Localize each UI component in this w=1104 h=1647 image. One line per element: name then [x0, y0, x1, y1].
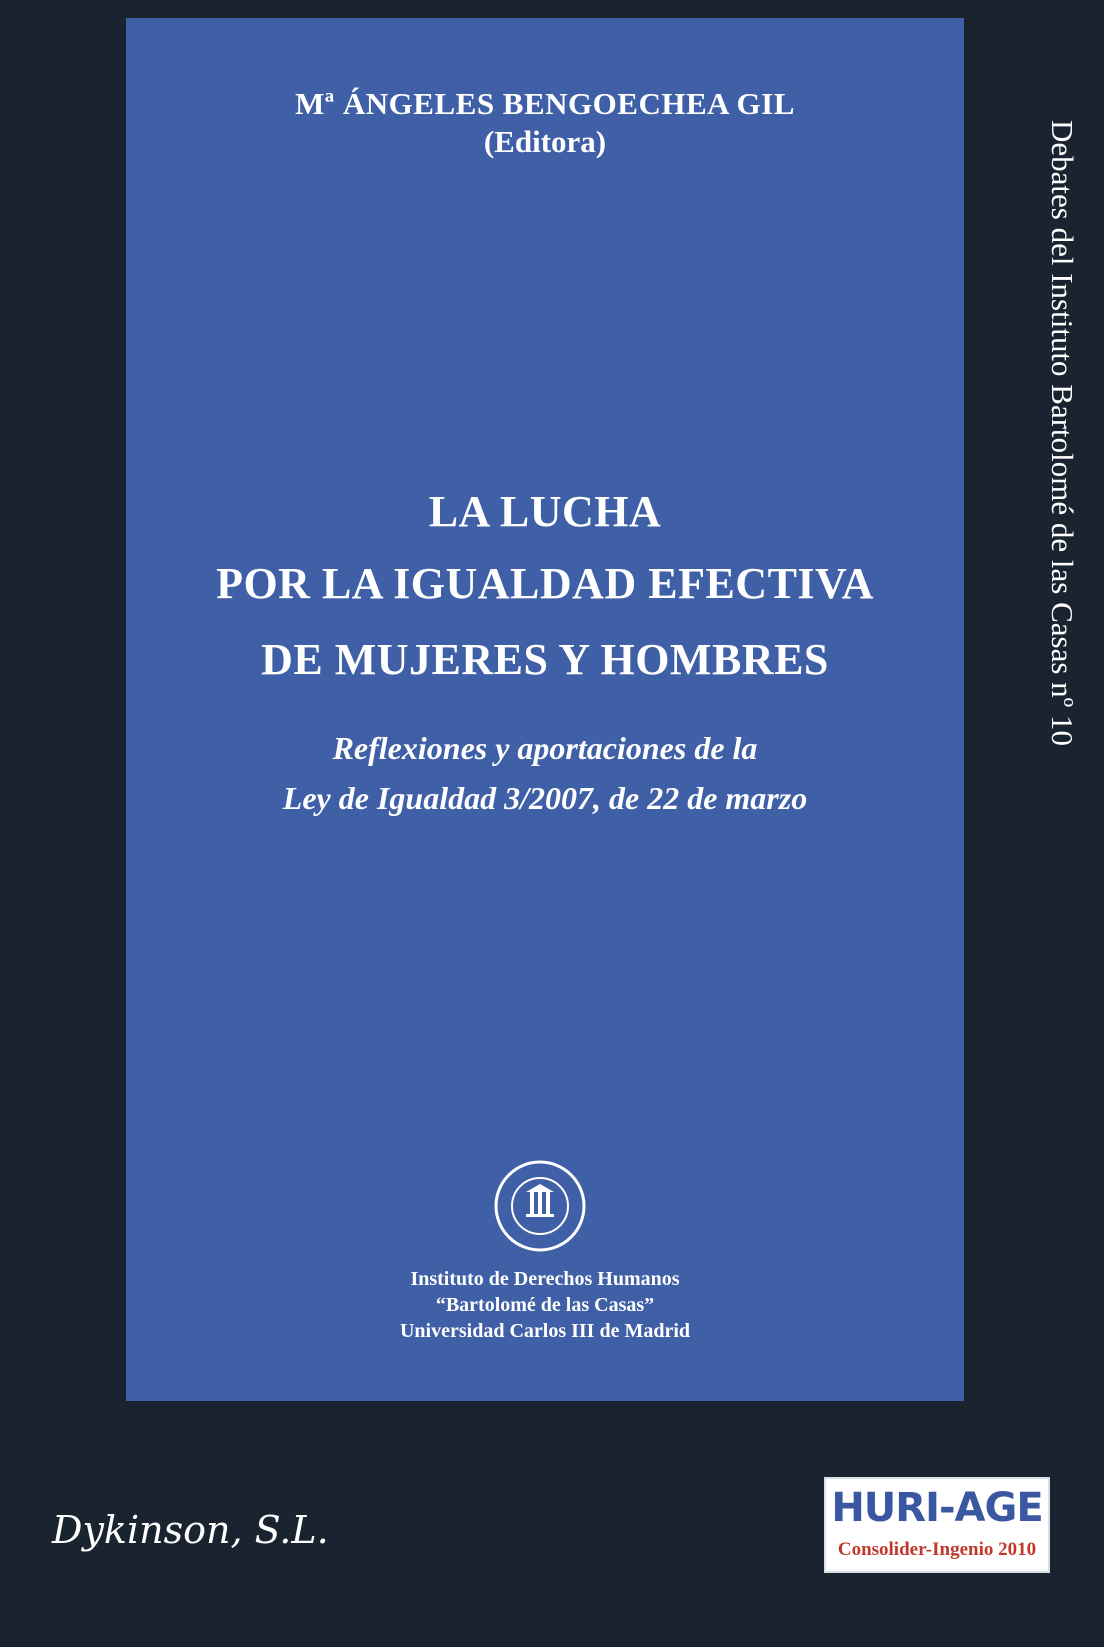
subtitle-line-1: Reflexiones y aportaciones de la: [332, 730, 758, 766]
publisher-logo: Dykinson, S.L.: [52, 1508, 329, 1552]
title-line-3: DE MUJERES Y HOMBRES: [261, 635, 829, 684]
cover-panel: [126, 18, 964, 1401]
series-title: Debates del Instituto Bartolomé de las Casas nº 10: [1045, 120, 1080, 747]
author-name: Mª ÁNGELES BENGOECHEA GIL: [295, 86, 795, 121]
title-line-2: POR LA IGUALDAD EFECTIVA: [216, 559, 874, 608]
badge-title: HURI-AGE: [831, 1485, 1043, 1531]
institute-line-2: “Bartolomé de las Casas”: [435, 1294, 655, 1316]
editor-role: (Editora): [483, 124, 607, 159]
university-seal-icon: [492, 1158, 588, 1254]
institute-line-3: Universidad Carlos III de Madrid: [399, 1320, 691, 1342]
subtitle-line-2: Ley de Igualdad 3/2007, de 22 de marzo: [282, 780, 808, 816]
institute-line-1: Instituto de Derechos Humanos: [410, 1268, 680, 1290]
title-line-1: LA LUCHA: [428, 487, 662, 536]
badge-subtitle: Consolider-Ingenio 2010: [837, 1539, 1037, 1560]
huri-age-badge: [824, 1477, 1050, 1573]
